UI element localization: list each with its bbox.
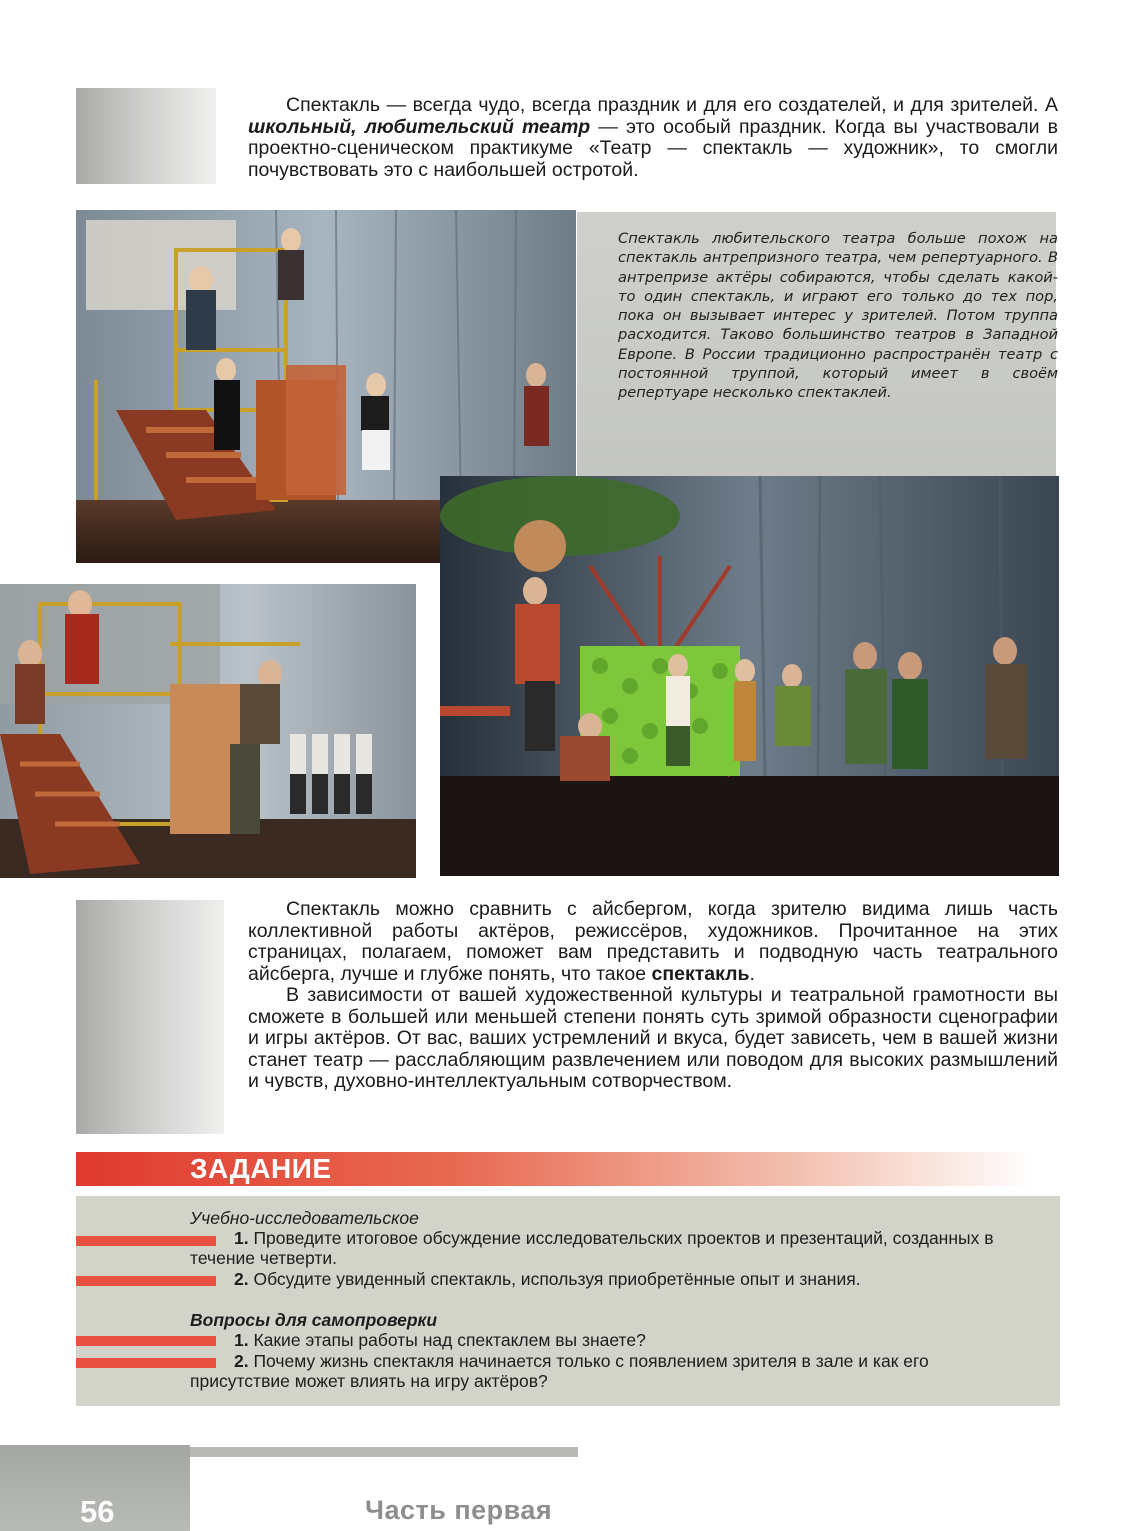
task-item-2 [190,1269,1020,1289]
part-title: Часть первая [365,1495,553,1525]
intro-paragraph [248,95,1058,181]
task-item-2-text: Обсудите увиденный спектакль, используя приобретённые опыт и знания. [248,1269,861,1289]
task-item-1-text: Проведите итоговое обсуждение исследовательских проектов и презентаций, созданных в течение четверти. [190,1228,994,1268]
body-paragraphs [248,899,1058,1093]
page-number: 56 [80,1494,115,1529]
question-1-number: 1. [234,1330,249,1350]
task-item-1-number: 1. [234,1228,249,1248]
body-p1-end: . [749,962,755,985]
task-item-1 [190,1228,1020,1268]
body-paragraph-2: В зависимости от вашей художественной культуры и театральной грамотности вы сможете в большей или меньшей степени понять суть зримой образности сценографии и игры актёров. От вас, ваших устремлений и вкуса, будет зависеть, чем в вашей жизни станет театр — расслабляющим развлечением или поводом для высоких размышлений и чувств, духовно-интеллектуальным сотворчеством. [248,984,1058,1092]
body-p1-bold: спектакль [651,962,750,985]
body-paragraph-1 [248,899,1058,985]
question-1 [190,1330,1020,1350]
stage-performance-photo [440,476,1059,876]
question-2-number: 2. [234,1351,249,1371]
question-2-text: Почему жизнь спектакля начинается только с появлением зрителя в зале и как его присутствие может влиять на игру актёров? [190,1351,929,1391]
task-title: ЗАДАНИЕ [190,1153,332,1184]
body-gray-block [76,900,224,1134]
question-1-text: Какие этапы работы над спектаклем вы знаете? [248,1330,646,1350]
task-section-heading: Учебно-исследовательское [190,1208,419,1228]
intro-text-start: Спектакль — всегда чудо, всегда праздник и для его создателей, и для зрителей. А [286,94,1058,116]
body-p1-text: Спектакль можно сравнить с айсбергом, когда зрителю видима лишь часть коллективной работы актёров, режиссёров, художников. Прочитанное на этих страницах, полагаем, поможет вам представить и подводную часть театрального айсберга, лучше и глубже понять, что такое [248,898,1058,985]
stage-set-image [0,584,416,878]
footer-rule [190,1447,578,1457]
stage-performance-image [440,476,1059,876]
intro-text-end: — это особый праздник. Когда вы участвовали в проектно-сценическом практикуме «Театр — спектакль — художник», то смогли почувствовать это с наибольшей остротой. [248,115,1059,181]
stage-set-photo [0,584,416,878]
intro-emphasis: школьный, любительский театр [248,115,591,138]
intro-gray-block [76,88,216,184]
caption-text: Спектакль любительского театра больше похож на спектакль антрепризного театра, чем репертуарного. В антрепризе актёры собираются, чтобы сделать какой-то один спектакль, и играют его только до тех пор, пока он вызывает интерес у зрителей. Потом труппа расходится. Таково большинство театров в Западной Европе. В России традиционно распространён театр с постоянной труппой, который имеет в своём репертуаре несколько спектаклей. [618,230,1058,402]
question-2 [190,1351,1020,1391]
task-item-2-number: 2. [234,1269,249,1289]
questions-heading: Вопросы для самопроверки [190,1310,438,1330]
